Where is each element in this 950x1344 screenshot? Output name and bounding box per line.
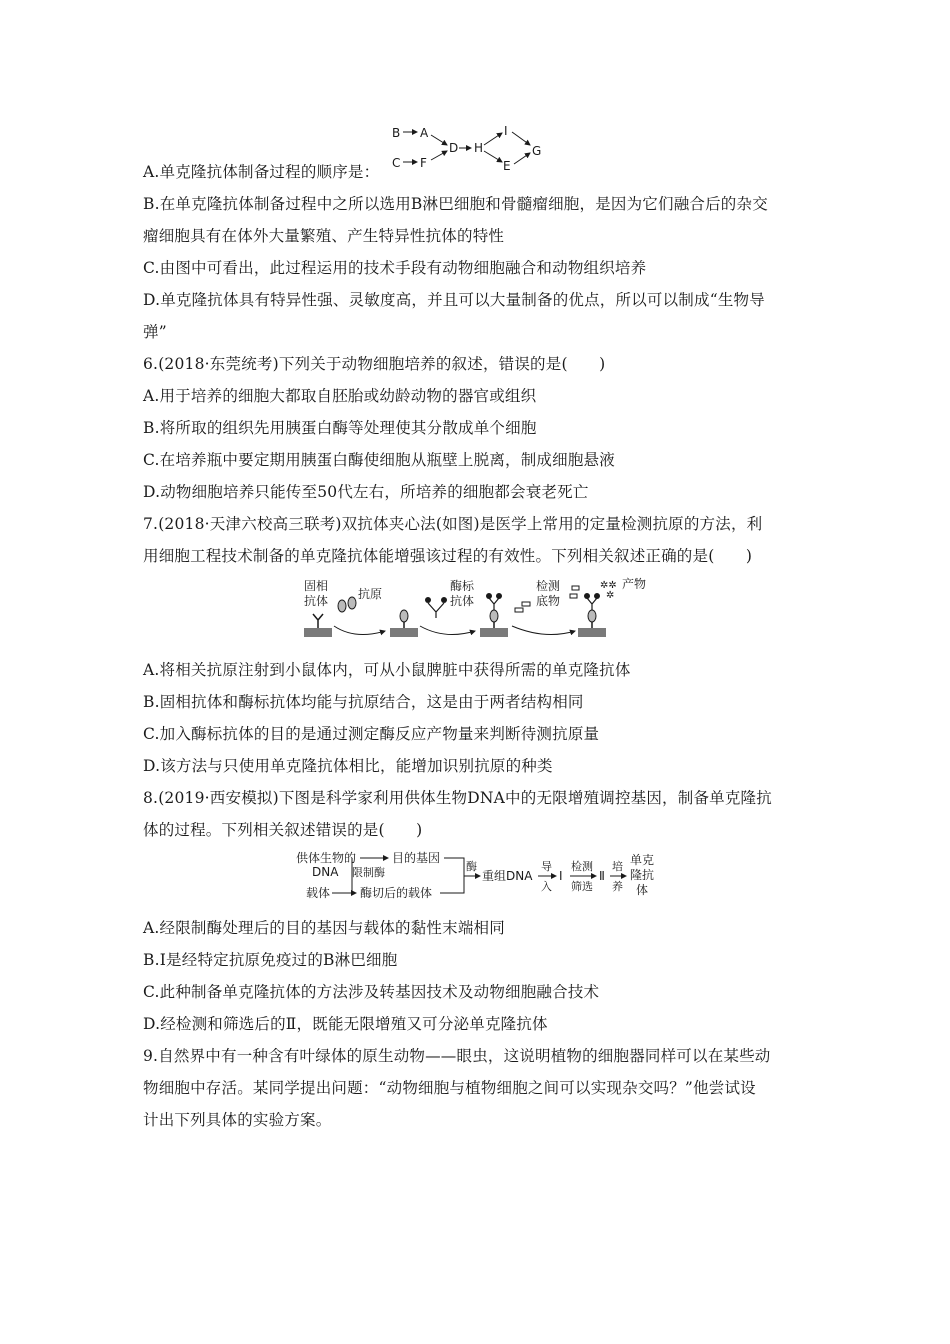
q6-stem: 6.(2018·东莞统考)下列关于动物细胞培养的叙述，错误的是( ) [143, 355, 606, 373]
label-detect-1: 检测 [571, 860, 593, 873]
label-donor-2: DNA [312, 865, 339, 879]
q8-option-d: D.经检测和筛选后的Ⅱ，既能无限增殖又可分泌单克隆抗体 [143, 1015, 548, 1033]
q7-option-c: C.加入酶标抗体的目的是通过测定酶反应产物量来判断待测抗原量 [143, 725, 600, 743]
seq-g: G [532, 144, 542, 158]
label-solid-antibody-2: 抗体 [304, 594, 329, 608]
q8-stem: 8.(2019·西安模拟)下图是科学家利用供体生物DNA中的无限增殖调控基因，制备单克隆抗 [143, 789, 772, 807]
label-roman-1: Ⅰ [559, 869, 563, 883]
label-antigen: 抗原 [358, 587, 383, 601]
q6-option-c: C.在培养瓶中要定期用胰蛋白酶使细胞从瓶壁上脱离，制成细胞悬液 [143, 451, 615, 469]
label-import-1: 导 [541, 860, 552, 873]
solid-plate-1 [304, 628, 332, 637]
q9-stem-cont-1: 物细胞中存活。某同学提出问题：“动物细胞与植物细胞之间可以实现杂交吗？”他尝试设 [143, 1079, 756, 1097]
q7-stem: 7.(2018·天津六校高三联考)双抗体夹心法(如图)是医学上常用的定量检测抗原的方法，利 [143, 515, 763, 533]
seq-a: A [420, 126, 429, 140]
label-substrate-1: 检测 [536, 579, 561, 593]
q5-option-b: B.在单克隆抗体制备过程中之所以选用B淋巴细胞和骨髓瘤细胞，是因为它们融合后的杂交 [143, 195, 768, 213]
q7-option-d: D.该方法与只使用单克隆抗体相比，能增加识别抗原的种类 [143, 757, 553, 775]
solid-plate-3 [480, 628, 508, 637]
q5-option-b-cont: 瘤细胞具有在体外大量繁殖、产生特异性抗体的特性 [143, 227, 505, 245]
label-culture-2: 养 [612, 880, 623, 893]
q9-stem: 9.自然界中有一种含有叶绿体的原生动物——眼虫，这说明植物的细胞器同样可以在某些动 [143, 1047, 771, 1065]
q8-option-a: A.经限制酶处理后的目的基因与载体的黏性末端相同 [143, 919, 505, 937]
q8-option-b: B.Ⅰ是经特定抗原免疫过的B淋巴细胞 [143, 951, 398, 969]
label-enzyme: 酶 [466, 860, 477, 873]
q7-option-a: A.将相关抗原注射到小鼠体内，可从小鼠脾脏中获得所需的单克隆抗体 [143, 661, 631, 679]
seq-e: E [503, 159, 511, 173]
product-icon: ✲✲ [600, 580, 617, 591]
antigen-icon [338, 600, 346, 612]
label-target-gene: 目的基因 [392, 851, 441, 865]
q5-option-a: A.单克隆抗体制备过程的顺序是： [143, 163, 380, 181]
label-donor-1: 供体生物的 [296, 851, 357, 865]
q5-option-d: D.单克隆抗体具有特异性强、灵敏度高，并且可以大量制备的优点，所以可以制成“生物导 [143, 291, 765, 309]
solid-plate-2 [390, 628, 418, 637]
label-substrate-2: 底物 [536, 594, 561, 608]
label-enzyme-antibody-2: 抗体 [450, 594, 475, 608]
label-enzyme-antibody-1: 酶标 [450, 579, 475, 593]
q6-option-d: D.动物细胞培养只能传至50代左右，所培养的细胞都会衰老死亡 [143, 483, 589, 501]
substrate-icon [515, 608, 523, 612]
svg-text:✲: ✲ [606, 590, 615, 601]
label-mab-1: 单克 [630, 853, 655, 867]
mab-flow-diagram [292, 848, 672, 904]
sequence-diagram [385, 120, 555, 175]
label-mab-3: 体 [636, 883, 649, 897]
label-product: 产物 [622, 577, 647, 591]
label-culture-1: 培 [612, 860, 623, 873]
label-import-2: 入 [541, 880, 552, 893]
q7-option-b: B.固相抗体和酶标抗体均能与抗原结合，这是由于两者结构相同 [143, 693, 584, 711]
label-roman-2: Ⅱ [599, 869, 605, 883]
solid-antibody-icon [313, 614, 323, 628]
seq-i: I [504, 124, 508, 138]
q5-option-c: C.由图中可看出，此过程运用的技术手段有动物细胞融合和动物组织培养 [143, 259, 647, 277]
label-detect-2: 筛选 [571, 880, 593, 893]
q8-stem-cont: 体的过程。下列相关叙述错误的是( ) [143, 821, 423, 839]
label-solid-antibody-1: 固相 [304, 579, 329, 593]
seq-b: B [392, 126, 401, 140]
q7-stem-cont: 用细胞工程技术制备的单克隆抗体能增强该过程的有效性。下列相关叙述正确的是( ) [143, 547, 753, 565]
enzyme-antibody-icon [428, 603, 444, 618]
seq-f: F [420, 156, 427, 170]
solid-plate-4 [578, 628, 606, 637]
sandwich-elisa-diagram [300, 576, 670, 644]
seq-d: D [449, 141, 459, 155]
seq-h: H [474, 141, 484, 155]
q9-stem-cont-2: 计出下列具体的实验方案。 [143, 1111, 332, 1129]
label-cut-vector: 酶切后的载体 [360, 886, 433, 900]
label-restriction-enzyme: 限制酶 [352, 866, 385, 879]
bound-antigen-icon [400, 610, 408, 622]
q6-option-b: B.将所取的组织先用胰蛋白酶等处理使其分散成单个细胞 [143, 419, 537, 437]
seq-c: C [392, 156, 401, 170]
label-mab-2: 隆抗 [630, 868, 655, 882]
label-recombinant-dna: 重组DNA [482, 869, 533, 883]
q5-option-d-cont: 弹” [143, 323, 167, 341]
label-vector: 载体 [306, 886, 331, 900]
q8-option-c: C.此种制备单克隆抗体的方法涉及转基因技术及动物细胞融合技术 [143, 983, 600, 1001]
q6-option-a: A.用于培养的细胞大都取自胚胎或幼龄动物的器官或组织 [143, 387, 537, 405]
